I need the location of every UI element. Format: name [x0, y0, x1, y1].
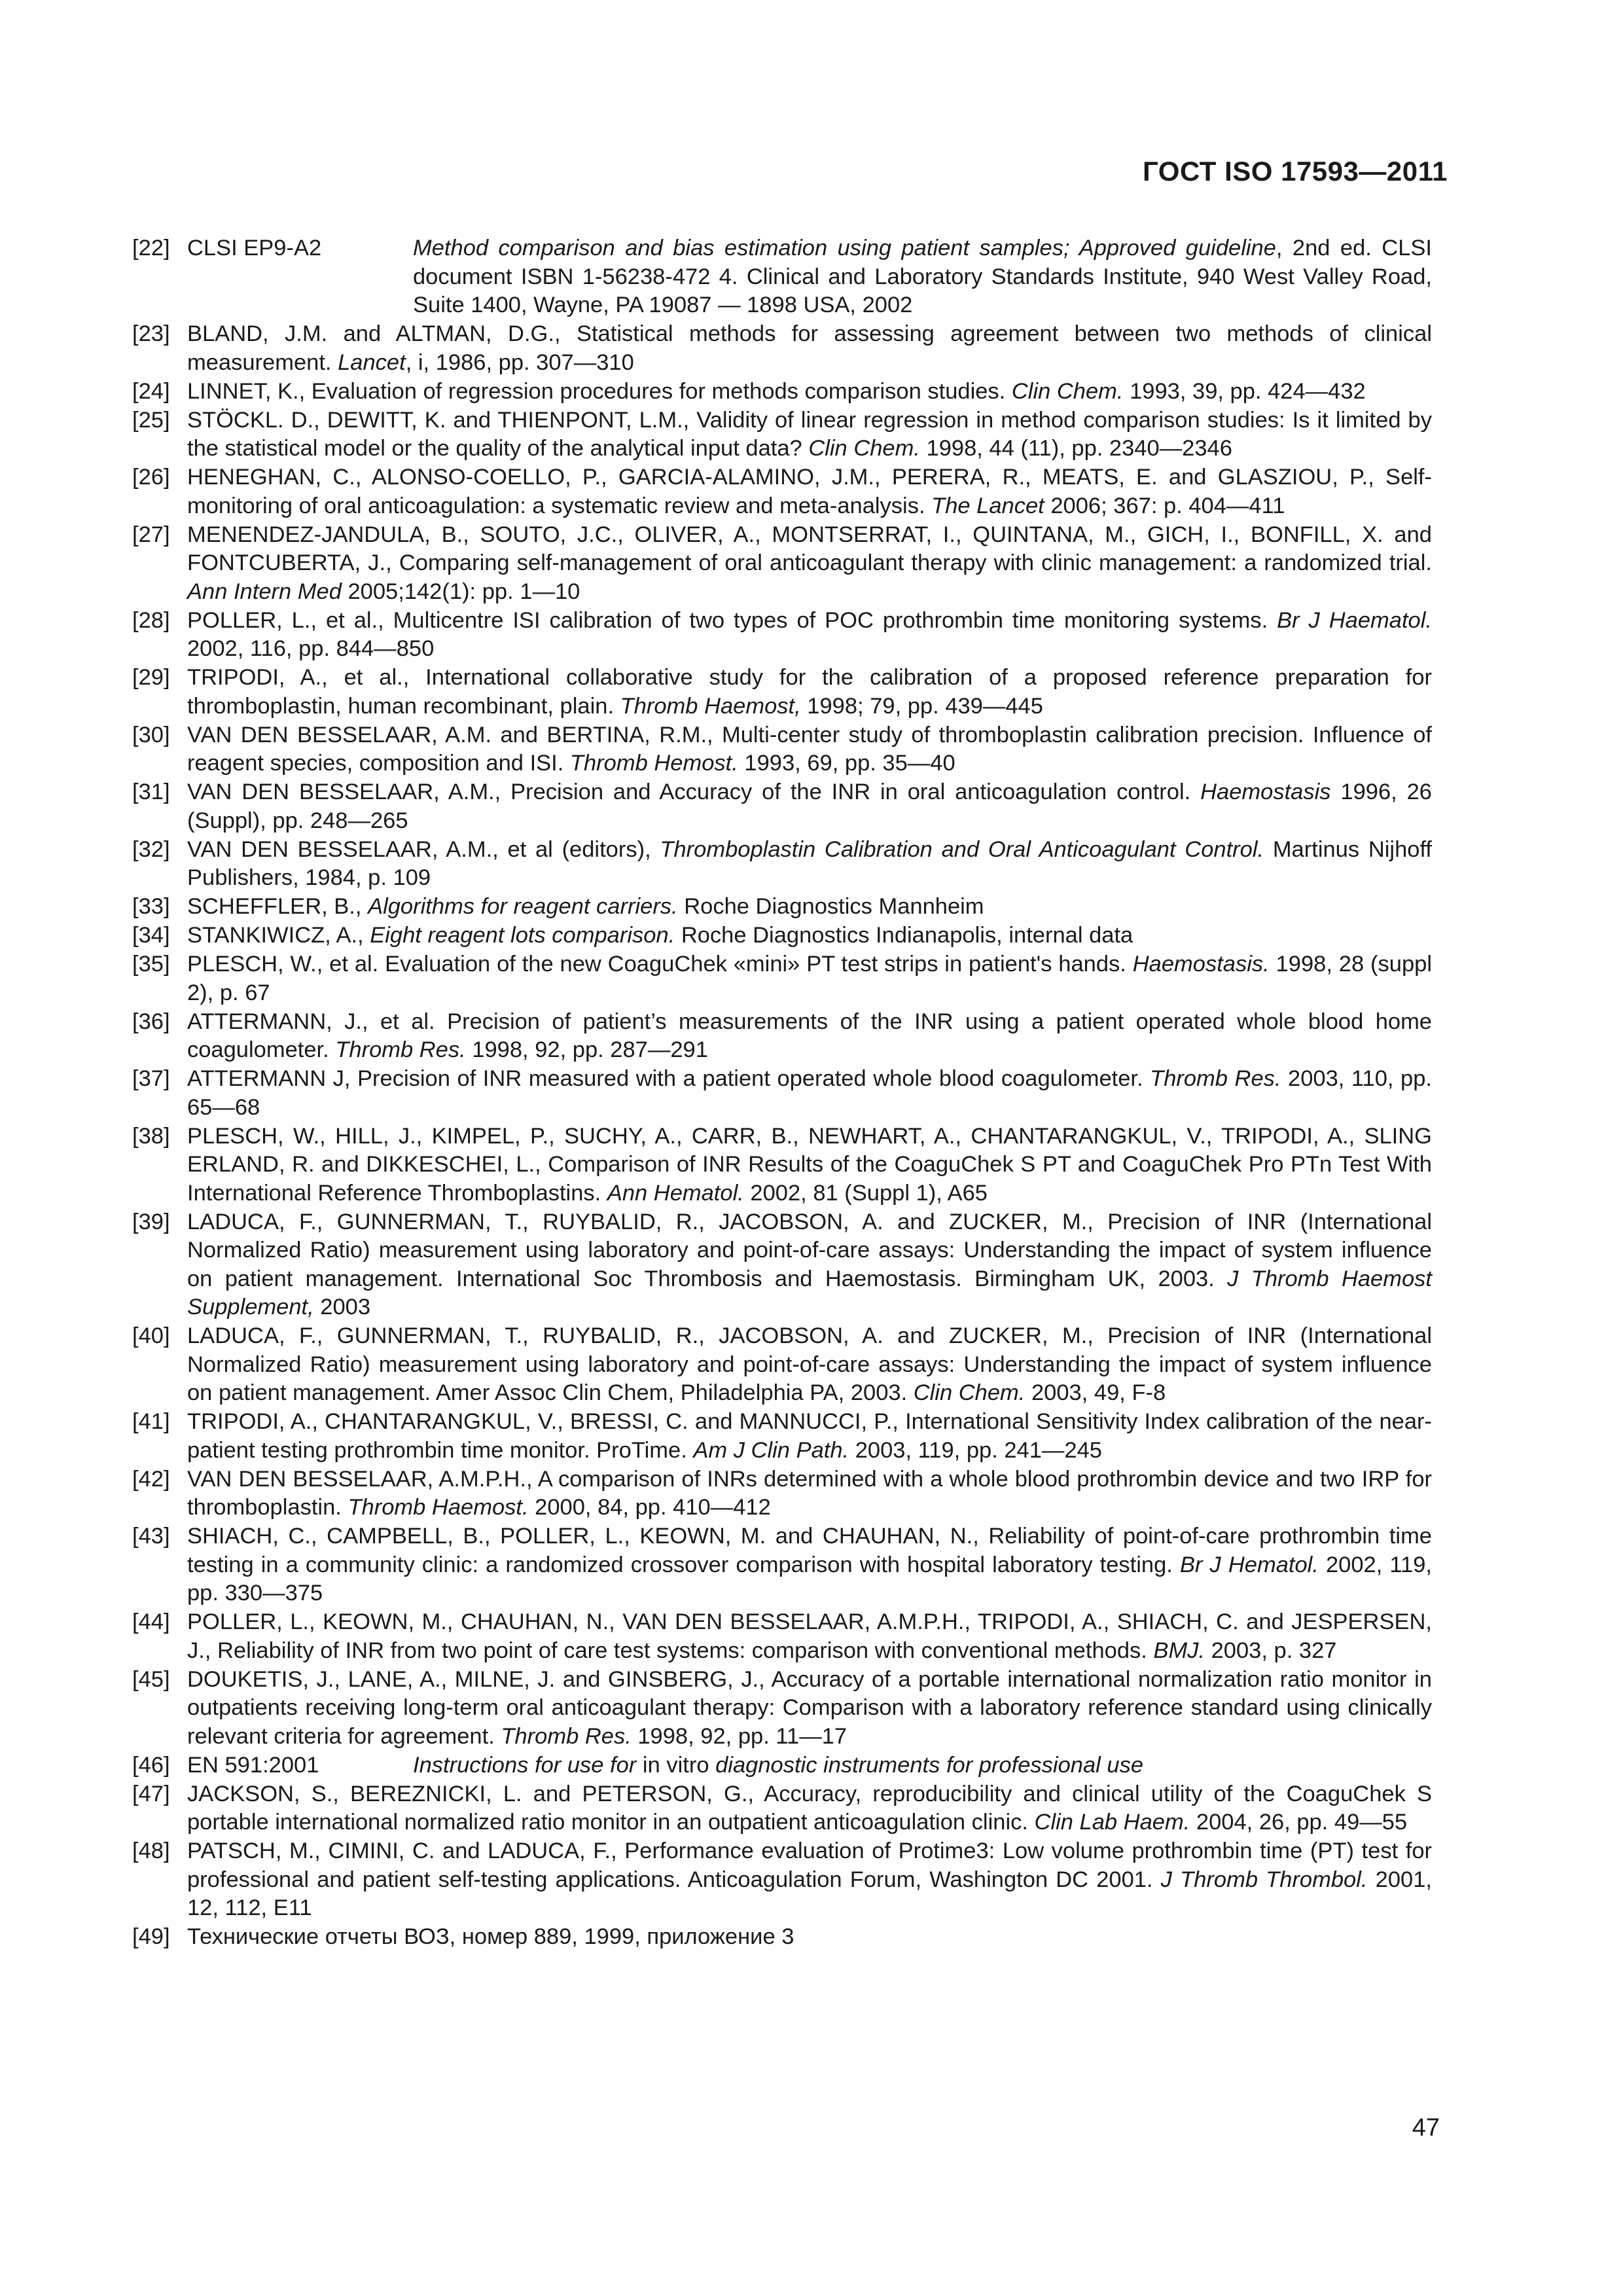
reference-text	[187, 922, 1432, 950]
reference-italic-segment: Thromb Res.	[335, 1037, 466, 1062]
reference-text	[187, 893, 1432, 922]
reference-italic-segment: J Thromb Thrombol.	[1160, 1867, 1368, 1892]
reference-number: [35]	[132, 952, 170, 977]
reference-segment: 1993, 69, pp. 35—40	[738, 751, 955, 776]
reference-italic-segment: Eight reagent lots comparison.	[370, 923, 675, 948]
reference-italic-segment: Haemostasis.	[1132, 952, 1270, 977]
reference-segment: TRIPODI, A., CHANTARANGKUL, V., BRESSI, C. and MANNUCCI, P., International Sensitivity Index calibration of the near-patient testing prothrombin time monitor. ProTime.	[187, 1409, 1432, 1463]
reference-text	[187, 378, 1432, 406]
reference-segment: , 2nd ed. CLSI document ISBN 1-56238-472 4. Clinical and Laboratory Standards Institute, 940 West Valley Road, Suite 1400, Wayne, PA 19087 — 1898 USA, 2002	[413, 236, 1432, 317]
reference-item	[132, 1322, 1432, 1408]
reference-segment: 1998, 44 (11), pp. 2340—2346	[919, 436, 1232, 461]
reference-text	[187, 1522, 1432, 1608]
reference-segment: 1998, 92, pp. 287—291	[465, 1037, 708, 1062]
reference-item	[132, 922, 1432, 950]
reference-item	[132, 1208, 1432, 1322]
reference-item	[132, 1751, 1432, 1780]
reference-number: [25]	[132, 407, 170, 433]
reference-italic-segment: J Thromb Haemost Supplement,	[187, 1266, 1433, 1319]
reference-segment: 2001, 12, 112, E11	[187, 1867, 1432, 1920]
reference-number: [48]	[132, 1839, 170, 1863]
reference-italic-segment: BMJ.	[1153, 1638, 1205, 1663]
reference-segment: MENENDEZ-JANDULA, B., SOUTO, J.C., OLIVER, A., MONTSERRAT, I., QUINTANA, M., GICH, I., BONFILL, X. and FONTCUBERTA, J., Comparing self-management of oral anticoagulant therapy with clinic management: a randomized trial.	[187, 522, 1432, 575]
reference-number: [27]	[132, 522, 170, 547]
reference-text	[187, 1208, 1432, 1322]
reference-item	[132, 521, 1432, 607]
reference-italic-segment: Clin Lab Haem.	[1034, 1810, 1190, 1835]
reference-text	[187, 950, 1432, 1007]
reference-text	[187, 406, 1432, 463]
reference-description	[413, 1751, 1432, 1780]
reference-item	[132, 1780, 1432, 1837]
reference-number: [47]	[132, 1781, 170, 1806]
reference-segment: Martinus Nijhoff Publishers, 1984, p. 109	[187, 836, 1433, 890]
reference-number: [36]	[132, 1009, 170, 1034]
reference-segment: SCHEFFLER, B.,	[187, 894, 368, 919]
reference-number: [32]	[132, 836, 170, 862]
reference-segment: 2003, 119, pp. 241—245	[849, 1437, 1102, 1463]
reference-segment: STANKIWICZ, A.,	[187, 923, 370, 948]
reference-segment: Roche Diagnostics Mannheim	[677, 894, 984, 919]
reference-number: [42]	[132, 1466, 170, 1492]
reference-text	[187, 836, 1432, 893]
reference-segment: DOUKETIS, J., LANE, A., MILNE, J. and GINSBERG, J., Accuracy of a portable international normalization ratio monitor in outpatients receiving long-term oral anticoagulant therapy: Comparison with a laboratory reference standard using clinically relevant criteria for agreement.	[187, 1666, 1432, 1749]
reference-segment: 2005;142(1): pp. 1—10	[341, 579, 580, 604]
reference-text	[187, 1065, 1432, 1122]
reference-italic-segment: Thromboplastin Calibration and Oral Anticoagulant Control.	[660, 836, 1264, 862]
reference-segment: LADUCA, F., GUNNERMAN, T., RUYBALID, R., JACOBSON, A. and ZUCKER, M., Precision of INR (International Normalized Ratio) measurement using laboratory and point-of-care assays: Understanding the impact of system influence on patient management. International Soc Thrombosis and Haemostasis. Birmingham UK, 2003.	[187, 1209, 1432, 1291]
reference-italic-segment: Am J Clin Path.	[693, 1437, 849, 1463]
reference-italic-segment: diagnostic instruments for professional use	[715, 1752, 1144, 1778]
reference-item	[132, 1837, 1432, 1923]
reference-segment: HENEGHAN, C., ALONSO-COELLO, P., GARCIA-ALAMINO, J.M., PERERA, R., MEATS, E. and GLASZIOU, P., Self-monitoring of oral anticoagulation: a systematic review and meta-analysis.	[187, 465, 1432, 518]
reference-italic-segment: Thromb Res.	[1150, 1066, 1281, 1091]
reference-item	[132, 893, 1432, 922]
reference-text	[187, 234, 1432, 320]
reference-text	[187, 664, 1432, 721]
reference-segment: 1996, 26 (Suppl), pp. 248—265	[187, 780, 1432, 833]
reference-text	[187, 1465, 1432, 1522]
reference-number: [31]	[132, 780, 170, 804]
reference-item	[132, 1522, 1432, 1608]
reference-segment: VAN DEN BESSELAAR, A.M., et al (editors),	[187, 836, 660, 862]
reference-number: [24]	[132, 378, 170, 404]
reference-list	[132, 234, 1432, 1952]
reference-text	[187, 521, 1432, 607]
reference-item	[132, 320, 1432, 377]
reference-text	[187, 1780, 1432, 1837]
reference-item	[132, 664, 1432, 721]
reference-number: [46]	[132, 1752, 170, 1778]
reference-number: [41]	[132, 1409, 170, 1434]
reference-italic-segment: Lancet	[338, 350, 406, 375]
reference-segment: , i, 1986, pp. 307—310	[405, 350, 634, 375]
reference-code: CLSI EP9-A2	[187, 236, 322, 260]
reference-segment: 2003, 49, F-8	[1025, 1380, 1166, 1405]
reference-item	[132, 463, 1432, 520]
reference-number: [29]	[132, 665, 170, 690]
reference-segment: BLAND, J.M. and ALTMAN, D.G., Statistical methods for assessing agreement between two methods of clinical measurement.	[187, 321, 1432, 375]
reference-text	[187, 1122, 1432, 1208]
reference-number: [44]	[132, 1609, 170, 1634]
reference-segment: 2003, 110, pp. 65—68	[187, 1066, 1433, 1120]
reference-item	[132, 1923, 1432, 1952]
reference-italic-segment: The Lancet	[931, 493, 1044, 518]
reference-text	[187, 1751, 1432, 1780]
reference-segment: ATTERMANN J, Precision of INR measured with a patient operated whole blood coagulometer.	[187, 1066, 1150, 1091]
reference-item	[132, 1065, 1432, 1122]
reference-italic-segment: Clin Chem.	[808, 436, 920, 461]
reference-number: [38]	[132, 1123, 170, 1149]
reference-item	[132, 1008, 1432, 1065]
reference-text	[187, 778, 1432, 835]
reference-segment: STÖCKL. D., DEWITT, K. and THIENPONT, L.M., Validity of linear regression in method comparison studies: Is it limited by the statistical model or the quality of the analytical input data?	[187, 407, 1432, 461]
reference-segment: Технические отчеты ВОЗ, номер 889, 1999, приложение 3	[187, 1924, 794, 1949]
reference-italic-segment: Thromb Haemost.	[348, 1495, 529, 1520]
reference-segment: VAN DEN BESSELAAR, A.M.P.H., A comparison of INRs determined with a whole blood prothrombin device and two IRP for thromboplastin.	[187, 1466, 1432, 1520]
reference-item	[132, 234, 1432, 320]
reference-italic-segment: Thromb Hemost.	[569, 751, 738, 776]
reference-segment: 2003, p. 327	[1205, 1638, 1337, 1663]
reference-segment: ATTERMANN, J., et al. Precision of patient’s measurements of the INR using a patient operated whole blood home coagulometer.	[187, 1009, 1432, 1062]
reference-italic-segment: Clin Chem.	[1011, 378, 1124, 404]
reference-italic-segment: Algorithms for reagent carriers.	[368, 894, 678, 919]
reference-text	[187, 463, 1432, 520]
reference-number: [28]	[132, 607, 170, 633]
reference-segment: TRIPODI, A., et al., International collaborative study for the calibration of a proposed reference preparation for thromboplastin, human recombinant, plain.	[187, 665, 1432, 719]
reference-italic-segment: Method comparison and bias estimation using patient samples; Approved guideline	[413, 236, 1276, 260]
reference-text	[187, 1666, 1432, 1751]
reference-segment: 2002, 116, pp. 844—850	[187, 636, 435, 661]
reference-item	[132, 950, 1432, 1007]
reference-segment: 1998; 79, pp. 439—445	[800, 693, 1043, 719]
reference-number: [43]	[132, 1524, 170, 1549]
reference-segment: 2002, 119, pp. 330—375	[187, 1552, 1432, 1605]
reference-italic-segment: Ann Intern Med	[187, 579, 342, 604]
reference-number: [23]	[132, 321, 170, 346]
reference-description	[413, 234, 1432, 320]
reference-text	[187, 607, 1432, 664]
reference-segment: VAN DEN BESSELAAR, A.M., Precision and Accuracy of the INR in oral anticoagulation control.	[187, 780, 1201, 804]
reference-text	[187, 1322, 1432, 1408]
reference-segment: in vitro	[636, 1752, 716, 1778]
reference-number: [26]	[132, 465, 170, 490]
reference-segment: PLESCH, W., HILL, J., KIMPEL, P., SUCHY, A., CARR, B., NEWHART, A., CHANTARANGKUL, V., TRIPODI, A., SLING ERLAND, R. and DIKKESCHEI, L., Comparison of INR Results of the CoaguChek S PT and CoaguChek Pro PTn Test With International Reference Thromboplastins.	[187, 1123, 1432, 1206]
reference-segment: LADUCA, F., GUNNERMAN, T., RUYBALID, R., JACOBSON, A. and ZUCKER, M., Precision of INR (International Normalized Ratio) measurement using laboratory and point-of-care assays: Understanding the impact of system influence on patient management. Amer Assoc Clin Chem, Philadelphia PA, 2003.	[187, 1323, 1432, 1405]
reference-text	[187, 1008, 1432, 1065]
reference-text	[187, 1408, 1432, 1465]
reference-item	[132, 1608, 1432, 1665]
reference-number: [45]	[132, 1666, 170, 1692]
reference-segment: POLLER, L., et al., Multicentre ISI calibration of two types of POC prothrombin time monitoring systems.	[187, 607, 1277, 633]
reference-italic-segment: Br J Hematol.	[1179, 1552, 1319, 1577]
reference-item	[132, 406, 1432, 463]
reference-italic-segment: Instructions for use for	[413, 1752, 637, 1778]
reference-segment: PATSCH, M., CIMINI, C. and LADUCA, F., Performance evaluation of Protime3: Low volume prothrombin time (PT) test for professional and patient self-testing applications. Anticoagulation Forum, Washington DC 2001.	[187, 1839, 1432, 1892]
reference-number: [49]	[132, 1924, 170, 1949]
reference-item	[132, 778, 1432, 835]
reference-segment: PLESCH, W., et al. Evaluation of the new CoaguChek «mini» PT test strips in patient's hands.	[187, 952, 1133, 977]
reference-italic-segment: Br J Haematol.	[1277, 607, 1432, 633]
reference-number: [33]	[132, 894, 170, 919]
reference-item	[132, 1408, 1432, 1465]
standard-header: ГОСТ ISO 17593—2011	[1143, 156, 1448, 187]
reference-item	[132, 607, 1432, 664]
page-number: 47	[1412, 2114, 1440, 2142]
reference-text	[187, 1837, 1432, 1923]
reference-text	[187, 320, 1432, 377]
reference-italic-segment: Thromb Res.	[501, 1723, 632, 1749]
reference-italic-segment: Thromb Haemost,	[620, 693, 801, 719]
reference-italic-segment: Clin Chem.	[913, 1380, 1026, 1405]
reference-segment: JACKSON, S., BEREZNICKI, L. and PETERSON, G., Accuracy, reproducibility and clinical utility of the CoaguChek S portable international normalized ratio monitor in an outpatient anticoagulation clinic.	[187, 1781, 1432, 1835]
reference-item	[132, 836, 1432, 893]
reference-item	[132, 721, 1432, 778]
reference-segment: 2004, 26, pp. 49—55	[1190, 1810, 1408, 1835]
reference-text	[187, 1608, 1432, 1665]
reference-number: [22]	[132, 236, 170, 260]
reference-number: [40]	[132, 1323, 170, 1348]
reference-italic-segment: Haemostasis	[1200, 780, 1331, 804]
reference-segment: 1998, 28 (suppl 2), p. 67	[187, 952, 1433, 1005]
reference-segment: 2000, 84, pp. 410—412	[528, 1495, 771, 1520]
reference-segment: 2006; 367: p. 404—411	[1044, 493, 1285, 518]
reference-number: [30]	[132, 722, 170, 747]
reference-segment: 1993, 39, pp. 424—432	[1123, 378, 1366, 404]
reference-item	[132, 1666, 1432, 1751]
reference-number: [39]	[132, 1209, 170, 1234]
reference-item	[132, 378, 1432, 406]
reference-item	[132, 1465, 1432, 1522]
reference-number: [34]	[132, 923, 170, 948]
reference-code: EN 591:2001	[187, 1752, 319, 1778]
reference-segment: SHIACH, C., CAMPBELL, B., POLLER, L., KEOWN, M. and CHAUHAN, N., Reliability of point-of-care prothrombin time testing in a community clinic: a randomized crossover comparison with hospital laboratory testing.	[187, 1524, 1432, 1577]
reference-segment: LINNET, K., Evaluation of regression procedures for methods comparison studies.	[187, 378, 1012, 404]
reference-text	[187, 721, 1432, 778]
reference-segment: Roche Diagnostics Indianapolis, internal data	[675, 923, 1133, 948]
reference-item	[132, 1122, 1432, 1208]
reference-italic-segment: Ann Hematol.	[607, 1180, 744, 1206]
reference-segment: 2002, 81 (Suppl 1), A65	[743, 1180, 988, 1206]
reference-segment: 2003	[313, 1295, 371, 1319]
reference-text	[187, 1923, 1432, 1952]
reference-segment: POLLER, L., KEOWN, M., CHAUHAN, N., VAN DEN BESSELAAR, A.M.P.H., TRIPODI, A., SHIACH, C. and JESPERSEN, J., Reliability of INR from two point of care test systems: comparison with conventional methods.	[187, 1609, 1432, 1663]
reference-segment: VAN DEN BESSELAAR, A.M. and BERTINA, R.M., Multi-center study of thromboplastin calibration precision. Influence of reagent species, composition and ISI.	[187, 722, 1432, 776]
reference-segment: 1998, 92, pp. 11—17	[631, 1723, 847, 1749]
reference-number: [37]	[132, 1066, 170, 1091]
